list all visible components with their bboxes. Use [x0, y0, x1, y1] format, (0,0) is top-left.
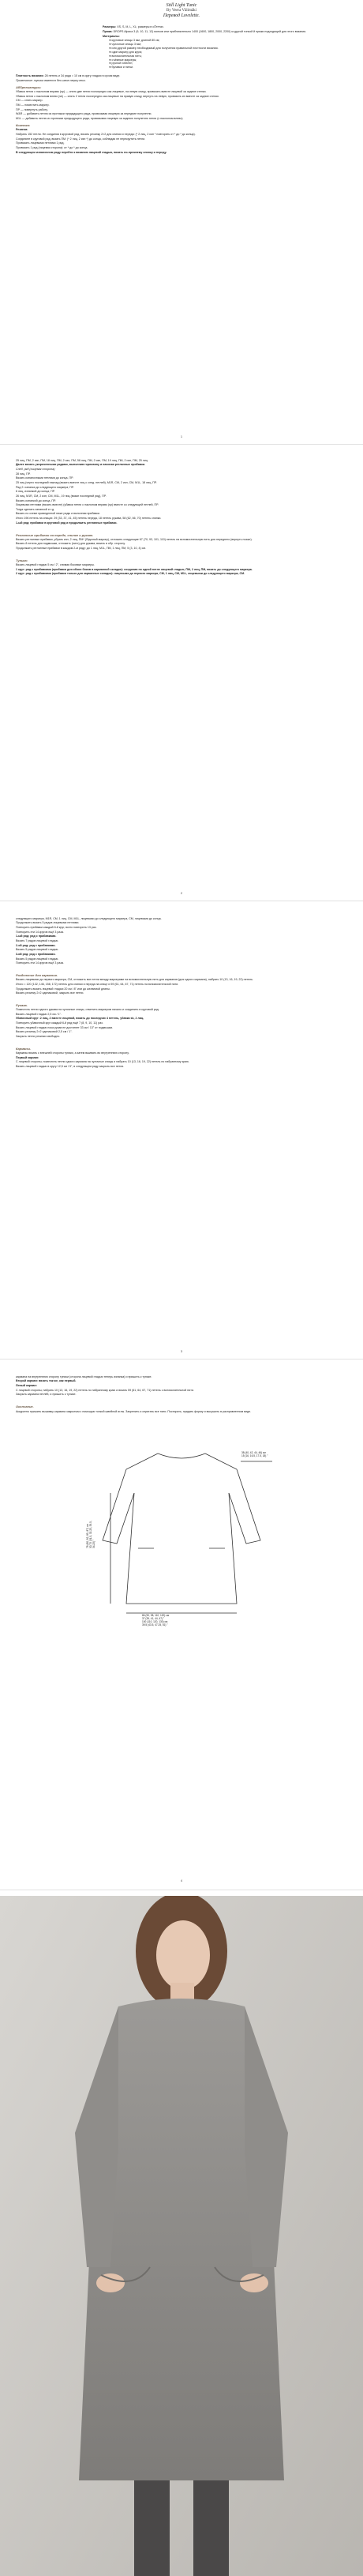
- yoke-heading: Кокетка:: [16, 122, 31, 127]
- abbr-item: ПР — повернуть работу.: [16, 107, 48, 111]
- text-line: Вязать лицевыми до первого маркера, СМ, отложить все петли между маркерами на вспомогательную нить для карманов (для одного кармана), набрать 10 (13, 16, 19, 22) петель.: [16, 978, 253, 982]
- text-line: 25 лиц, ПМ, 2 изн, ПМ, 18 лиц, ПМ, 2 изн, ПМ, 58 лиц, ПМ, 2 изн, ПМ, 19 лиц, ПМ, 2 изн, ПМ, 25 лиц.: [16, 458, 148, 462]
- right-sleeve-outline: [205, 1453, 260, 1544]
- materials-list: [103, 39, 331, 70]
- yoke-line: Соедините в круговой ряд, вязать ПМ: (* 2 лиц, 2 изн *) до конца, соблюдая не перекрутить петли.: [16, 137, 146, 141]
- text-line: Повторить эти 14 кругов ещё 3 раза.: [16, 961, 64, 965]
- text-line: Лицевыми петлями (вязать вместе) (убавки петли с наклоном вправо (sp) вместе со следующей петлей, ПР.: [16, 503, 159, 507]
- page-number: 3: [180, 1349, 183, 1353]
- text-line: Вязать по схеме приведенной ниже ряды и выполняя прибавки.: [16, 512, 100, 516]
- materials-label: Материалы:: [103, 35, 120, 39]
- photo-illustration: [0, 1896, 363, 2576]
- dim-hem-cm-2: 100 (110, 120, 130) см: [142, 1619, 168, 1623]
- dim-yoke: [241, 1452, 268, 1458]
- text-line: С лицевой стороны, набрать 10 (13, 16, 19, 22) петель по набранному краю и вязать 59 (61, 64, 67, 71) петель с вспомогательной нити.: [16, 1388, 194, 1392]
- title-ru: Перевод Lovelette.: [163, 13, 200, 19]
- page4-lines: [16, 1375, 347, 1397]
- pockets-text: [16, 1051, 347, 1069]
- page-3: [16, 916, 347, 1327]
- page-2: [16, 458, 347, 869]
- text-line: Вязать 8 петель для подмышки, отложить (нить) для рукава, вязать в обр. сторону.: [16, 542, 125, 546]
- text-line: Карманы вязать с внешней стороны туники, а затем вшивать во внутреннюю сторону.: [16, 1051, 129, 1055]
- yoke-cont: В следующем изнаночном ряду перейти к вязанию лицевой гладью, вязать по-прежнему спинку и переду.: [16, 150, 167, 154]
- abbr-heading: Аббревиатуры:: [16, 85, 42, 89]
- tunic-schematic: [79, 1446, 284, 1627]
- model-photo: [0, 1896, 363, 2576]
- finish-text: Аккуратно пришить вышивку кармана закрытым с помощью тонкой швейной иглы. Закрепить и спрятать все нити. Постирать, придать форму и высушить в расправленном виде.: [16, 1409, 252, 1413]
- dim-length-cm: 78 (80, 82, 85, 87) см: [86, 1524, 89, 1548]
- text-line: Повторить убавочный круг каждый 6-й ряд ещё 7 (8, 9, 10, 11) раз.: [16, 1021, 103, 1025]
- sizes-value: XS, S, M, L, XL; размеры в сŌтетах.: [117, 25, 164, 29]
- gauge-value: 28 петель и 34 ряда = 10 см в кругу гладью в сухом виде.: [44, 74, 121, 78]
- yoke-line: Набрать 152 петли. Не соединяя в круговой ряд, вязать резинку 2×2 для спинки и переда: (* 2 лиц, 2 изн * повторить от * до * до конца).: [16, 133, 196, 136]
- title-en: Still Light Tunic: [166, 3, 197, 8]
- yarn-label: Пряжа:: [103, 30, 113, 34]
- text-line: Вязать изнаночными петлями до конца, ПР.: [16, 476, 73, 480]
- text-line: Далее вязать укороченными рядами, выполнив горловину и начиная регланные прибавки.: [16, 463, 146, 467]
- text-line: Продолжить вязать 5 рядов лицевыми петлями.: [16, 921, 80, 925]
- dim-yoke-in: 15 (16, 16.5, 17.5, 18) ": [241, 1453, 268, 1457]
- text-line: Левый карман:: [16, 1384, 37, 1388]
- text-line: 1-ый ряд: ряд с прибавками.: [16, 935, 57, 938]
- text-line: Повторить эти 14 кругов ещё 3 раза.: [16, 930, 64, 934]
- text-line: 3-ий ряд: ряд с прибавками.: [16, 952, 56, 956]
- text-line: Вязать лицевой гладью пока рукав не достигнет 33 см / 13" от подмышки.: [16, 1025, 114, 1029]
- dim-hem-in: 37 (39, 41, 44, 47) ": [142, 1616, 165, 1620]
- text-line: Второй карман: вязать так же, как первый.: [16, 1379, 77, 1383]
- sizes-label: Размеры:: [103, 25, 117, 29]
- sleeves-heading: Рукава.: [16, 1003, 28, 1007]
- material-item: ❖ съёмные маркеры;: [109, 58, 331, 62]
- page-number: 2: [180, 891, 183, 895]
- left-leg: [134, 2480, 170, 2576]
- abbr-item: W&R — добавить петлю из протяжки предыдущего ряда, провязывая лицевую за передние полупетли.: [16, 112, 152, 116]
- yoke-text: [16, 133, 347, 150]
- abbr-item: Убавка петли с наклоном вправо (sp) — снять две петли поочередно как лицевые, на левую спицу, провязать вместе лицевой за задние стенки.: [16, 90, 207, 94]
- pocket-text: [16, 978, 347, 995]
- note: Примечание: туника вяжется без швов сверху вниз.: [16, 79, 86, 83]
- text-line: 25 лиц (через последний наклад (вязать вместе лиц с след. петлей), М1R, СМ, 2 изн, СМ, М1L, 18 лиц, ПР.: [16, 481, 157, 484]
- text-line: Вязать лицевой гладью 2,5 см / 1".: [16, 1012, 62, 1016]
- text-line: Вязать лицевой гладью 5 см / 2", снимая боковые маркеры.: [16, 563, 95, 567]
- author: By Veera Välimäki: [166, 9, 197, 13]
- text-line: Повторить прибавки каждый 6-й круг, всего повторить 13 раз.: [16, 926, 97, 930]
- material-item: ❖ булавки и нитки.: [109, 66, 331, 70]
- dim-hem-in-2: 39.5 (43.5, 47.25, 51) ": [142, 1623, 168, 1626]
- dim-length: [87, 1517, 96, 1548]
- text-line: Первый карман:: [16, 1055, 39, 1059]
- text-line: Вязать 7 рядов лицевой гладью.: [16, 939, 59, 942]
- dim-yoke-cm: 38 (40, 42, 44, 46) см: [241, 1451, 266, 1454]
- material-item: ❖ один маркер для круга;: [109, 51, 331, 55]
- text-line: След. ряд (лицевая сторона):: [16, 468, 56, 472]
- text-line: Тогда сделать изнанкой и т.д.: [16, 507, 55, 511]
- material-item: ❖ или другой размер необходимый для получения правильной плотности вязания.: [109, 47, 331, 51]
- neckline: [158, 1453, 205, 1458]
- text-line: Продолжить вязать лицевой гладью 20 см / 8" или до желаемой длины.: [16, 987, 110, 991]
- page-number: 1: [180, 434, 183, 438]
- page-divider: [0, 444, 363, 445]
- yoke-line: Провязать 1 ряд (лицевая сторона): от * до * до конца.: [16, 145, 88, 149]
- text-line: Ряд 2: изнанка до следующего маркера, ПР.: [16, 485, 74, 489]
- text-line: 1 круг: ряд с прибавками (прибавки для обоих боков в карманной складке): соединив по одной петле лицевой гладью, ПМ, 2 лиц, ПМ, вязать до следующего маркера.: [16, 567, 253, 571]
- abbr-item: Убавка петли с наклоном влево (sk) — снять 2 петли поочередно как лицевые на правую спицу, вернуть на левую, провязать их вместе за задние стенки.: [16, 94, 219, 98]
- text-line: Вязать 5 рядов лицевой гладью.: [16, 948, 59, 952]
- dim-hem: [142, 1615, 169, 1626]
- text-line: Итого = 120 (132, 146, 158, 172) петель для спинки и переда на спице и 59 (61, 64, 67, 71) петель на вспомогательной нити.: [16, 982, 179, 986]
- spec-block: [16, 25, 347, 70]
- text-line: Поместить петли одного рукава на чулочные спицы, отметить маркером начало и соединить в круговой ряд.: [16, 1008, 159, 1012]
- page-4: [16, 1374, 347, 1880]
- text-line: С лицевой стороны, поместить петли одного кармана на чулочные спицы и набрать 10 (13, 16, 19, 22) петель по набранному краю.: [16, 1060, 189, 1064]
- page3-lines: [16, 917, 347, 965]
- finish-heading: Окончание.: [16, 1405, 34, 1409]
- dim-hem-cm: 86 (90, 98, 110, 120) см: [142, 1614, 170, 1617]
- text-line: следующего маркера, М1R, СМ, 1 лиц, СМ, М1L, лицевыми до следующего маркера, СМ, лицевыми до конца.: [16, 916, 162, 920]
- text-line: Вязать резинку 2×2 одинаковой 2,5 см / 1".: [16, 1030, 73, 1034]
- pattern-title: [16, 3, 347, 19]
- gauge-label: Плотность вязания:: [16, 74, 44, 78]
- text-line: Вязать изнанкой до конца, ПР.: [16, 498, 56, 502]
- face: [156, 1920, 210, 1990]
- text-line: 6 лиц, изнанкой до конца, ПР.: [16, 490, 55, 494]
- text-line: Закрыть кармана петлёй, и пришить к тунике.: [16, 1393, 77, 1397]
- text-line: 2-ой ряд: ряд с прибавками.: [16, 943, 56, 947]
- yarn-value: DROPS Alpaca 3 (9, 10, 11, 12) мотков или приблизительно 1400 (1600, 1800, 2000, 2200) м другой тонкой й пряжи подходящей для этого вязания.: [113, 30, 307, 34]
- page-number: 4: [180, 1878, 183, 1882]
- text-line: 26 лиц, М1R, СМ, 2 изн, СМ, М1L, 19 лиц (вязан последний ряд), ПР.: [16, 494, 107, 498]
- abbr-item: M1L — добавить петлю из протяжки предыдущего ряда, провязывая лицевую за заднюю полупетлю петли (с наклоном влево).: [16, 116, 184, 120]
- abbr-item: ПМ — поместить маркер.: [16, 103, 50, 107]
- page2-lines: [16, 459, 347, 525]
- text-line: Убавочный круг: 2 лиц, 2 вместе лицевой, вязать до последних 4 петель, убавка sk, 2 лиц.: [16, 1017, 144, 1021]
- abbr-item: CM — снять маркер.: [16, 99, 43, 103]
- yoke-line: Провязать лицевыми петлями 1 ряд.: [16, 141, 65, 145]
- left-sleeve-outline: [103, 1453, 158, 1544]
- tunic-text: [16, 563, 347, 576]
- schematic-svg: [79, 1446, 284, 1627]
- abbr-list: [16, 90, 347, 121]
- material-item: ❖ ручной гобелен;: [109, 62, 331, 66]
- text-line: Закрыть петли резинки свободно.: [16, 1035, 61, 1039]
- pockets-heading: Карманы.: [16, 1046, 32, 1051]
- raglan-text: [16, 538, 347, 551]
- material-item: ❖ круговые спицы 3 мм, длиной 80 см;: [109, 39, 331, 43]
- material-item: ❖ вспомогательная нить;: [109, 55, 331, 58]
- pocket-heading: Разделение для карманов.: [16, 973, 58, 978]
- text-line: кармана на внутреннюю сторону туники (сторона лицевой гладью теперь изнанка) и пришить к тунике.: [16, 1374, 152, 1378]
- text-line: 28 лиц, ПР.: [16, 472, 31, 476]
- text-line: Итого 196 петель на спицах: 29 (33, 37, 41, 45) петель переда, 18 петель рукава, 58 (62, 66, 70) петель спинки.: [16, 517, 162, 521]
- right-leg: [193, 2480, 229, 2576]
- dim-length-in: 30.75 (31.5, 32.25, 33.5, 34.25) ": [88, 1521, 95, 1548]
- left-hand: [96, 2273, 125, 2292]
- text-line: Вязать резинку 2×2 одинаковой, закрыть все петли.: [16, 991, 84, 995]
- text-line: Продолжать регланные прибавки в каждом 2-м ряду: до 1 лиц, М1L, ПМ, 1 лиц, ПМ, 5 (3, 10, 4) см.: [16, 547, 146, 551]
- page-1: [16, 0, 347, 442]
- yoke-sub: Резинка:: [16, 128, 28, 132]
- text-line: 2 круг: ряд с прибавками (прибавки только для карманных складок): лицевыми до первого маркера, СМ, 1 лиц, СМ, М1L, лицевыми до следующего маркера, СМ.: [16, 572, 245, 576]
- text-line: 1-ый ряд: прибавки в круговой ряд и продолжить регланные прибавки.: [16, 521, 118, 525]
- material-item: ❖ чулочные спицы 3 мм;: [109, 43, 331, 47]
- text-line: Вязать лицевой гладью в кругу 12,5 см / 5", в следующем ряду закрыть все петли.: [16, 1064, 125, 1068]
- text-line: Вязать 5 рядов лицевой гладью.: [16, 957, 59, 961]
- sleeves-text: [16, 1008, 347, 1039]
- raglan-heading: Регланные прибавки на переде, спинке и рукаве.: [16, 532, 94, 537]
- tunic-heading: Туника:: [16, 558, 28, 562]
- right-hand: [240, 2273, 268, 2292]
- text-line: Вязать регланные прибавки, убрать изн, 2 лиц, ПМ* (Ярусный маркер), отложить следующие 67 (70, 93, 101, 110) петель на вспомогательную нить для переднего (вернуть позже).: [16, 537, 253, 541]
